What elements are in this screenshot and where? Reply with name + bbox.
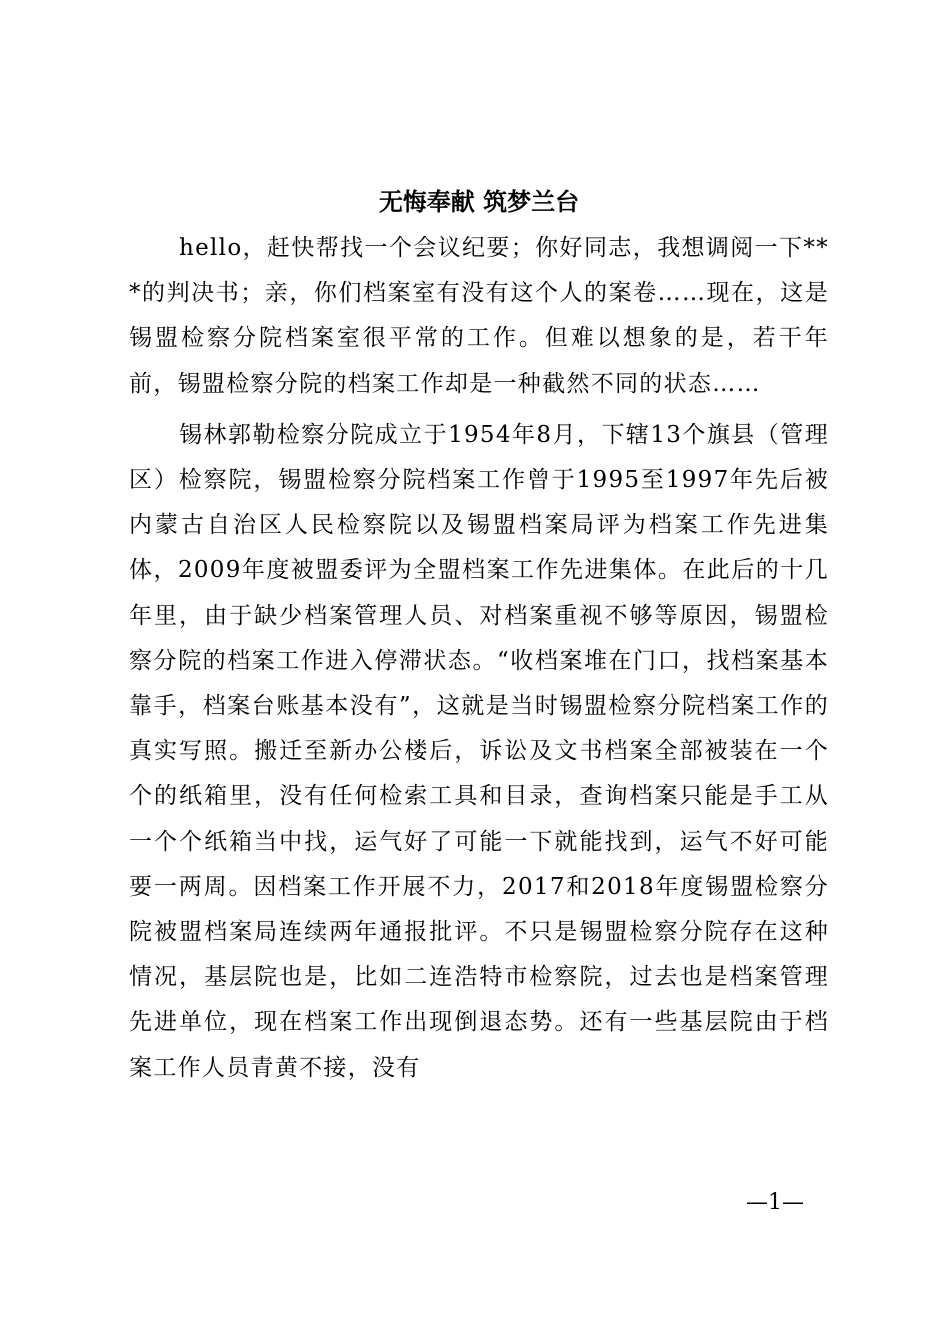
document-title: 无悔奉献 筑梦兰台 bbox=[378, 187, 580, 216]
document-body bbox=[129, 226, 829, 1091]
paragraph-intro: hello，赶快帮找一个会议纪要；你好同志，我想调阅一下***的判决书；亲，你们档案室有没有这个人的案卷……现在，这是锡盟检察分院档案室很平常的工作。但难以想象的是，若干年前，锡盟检察分院的档案工作却是一种截然不同的状态…… bbox=[129, 235, 829, 397]
paragraph-history: 锡林郭勒检察分院成立于1954年8月，下辖13个旗县（管理区）检察院，锡盟检察分院档案工作曾于1995至1997年先后被内蒙古自治区人民检察院以及锡盟档案局评为档案工作先进集体，2009年度被盟委评为全盟档案工作先进集体。在此后的十几年里，由于缺少档案管理人员、对档案重视不够等原因，锡盟检察分院的档案工作进入停滞状态。“收档案堆在门口，找档案基本靠手，档案台账基本没有”，这就是当时锡盟检察分院档案工作的真实写照。搬迁至新办公楼后，诉讼及文书档案全部被装在一个个的纸箱里，没有任何检索工具和目录，查询档案只能是手工从一个个纸箱当中找，运气好了可能一下就能找到，运气不好可能要一两周。因档案工作开展不力，2017和2018年度锡盟检察分院被盟档案局连续两年通报批评。不只是锡盟检察分院存在这种情况，基层院也是，比如二连浩特市检察院，过去也是档案管理先进单位，现在档案工作出现倒退态势。还有一些基层院由于档案工作人员青黄不接，没有 bbox=[129, 421, 829, 1081]
page-number: —1— bbox=[746, 1190, 804, 1215]
